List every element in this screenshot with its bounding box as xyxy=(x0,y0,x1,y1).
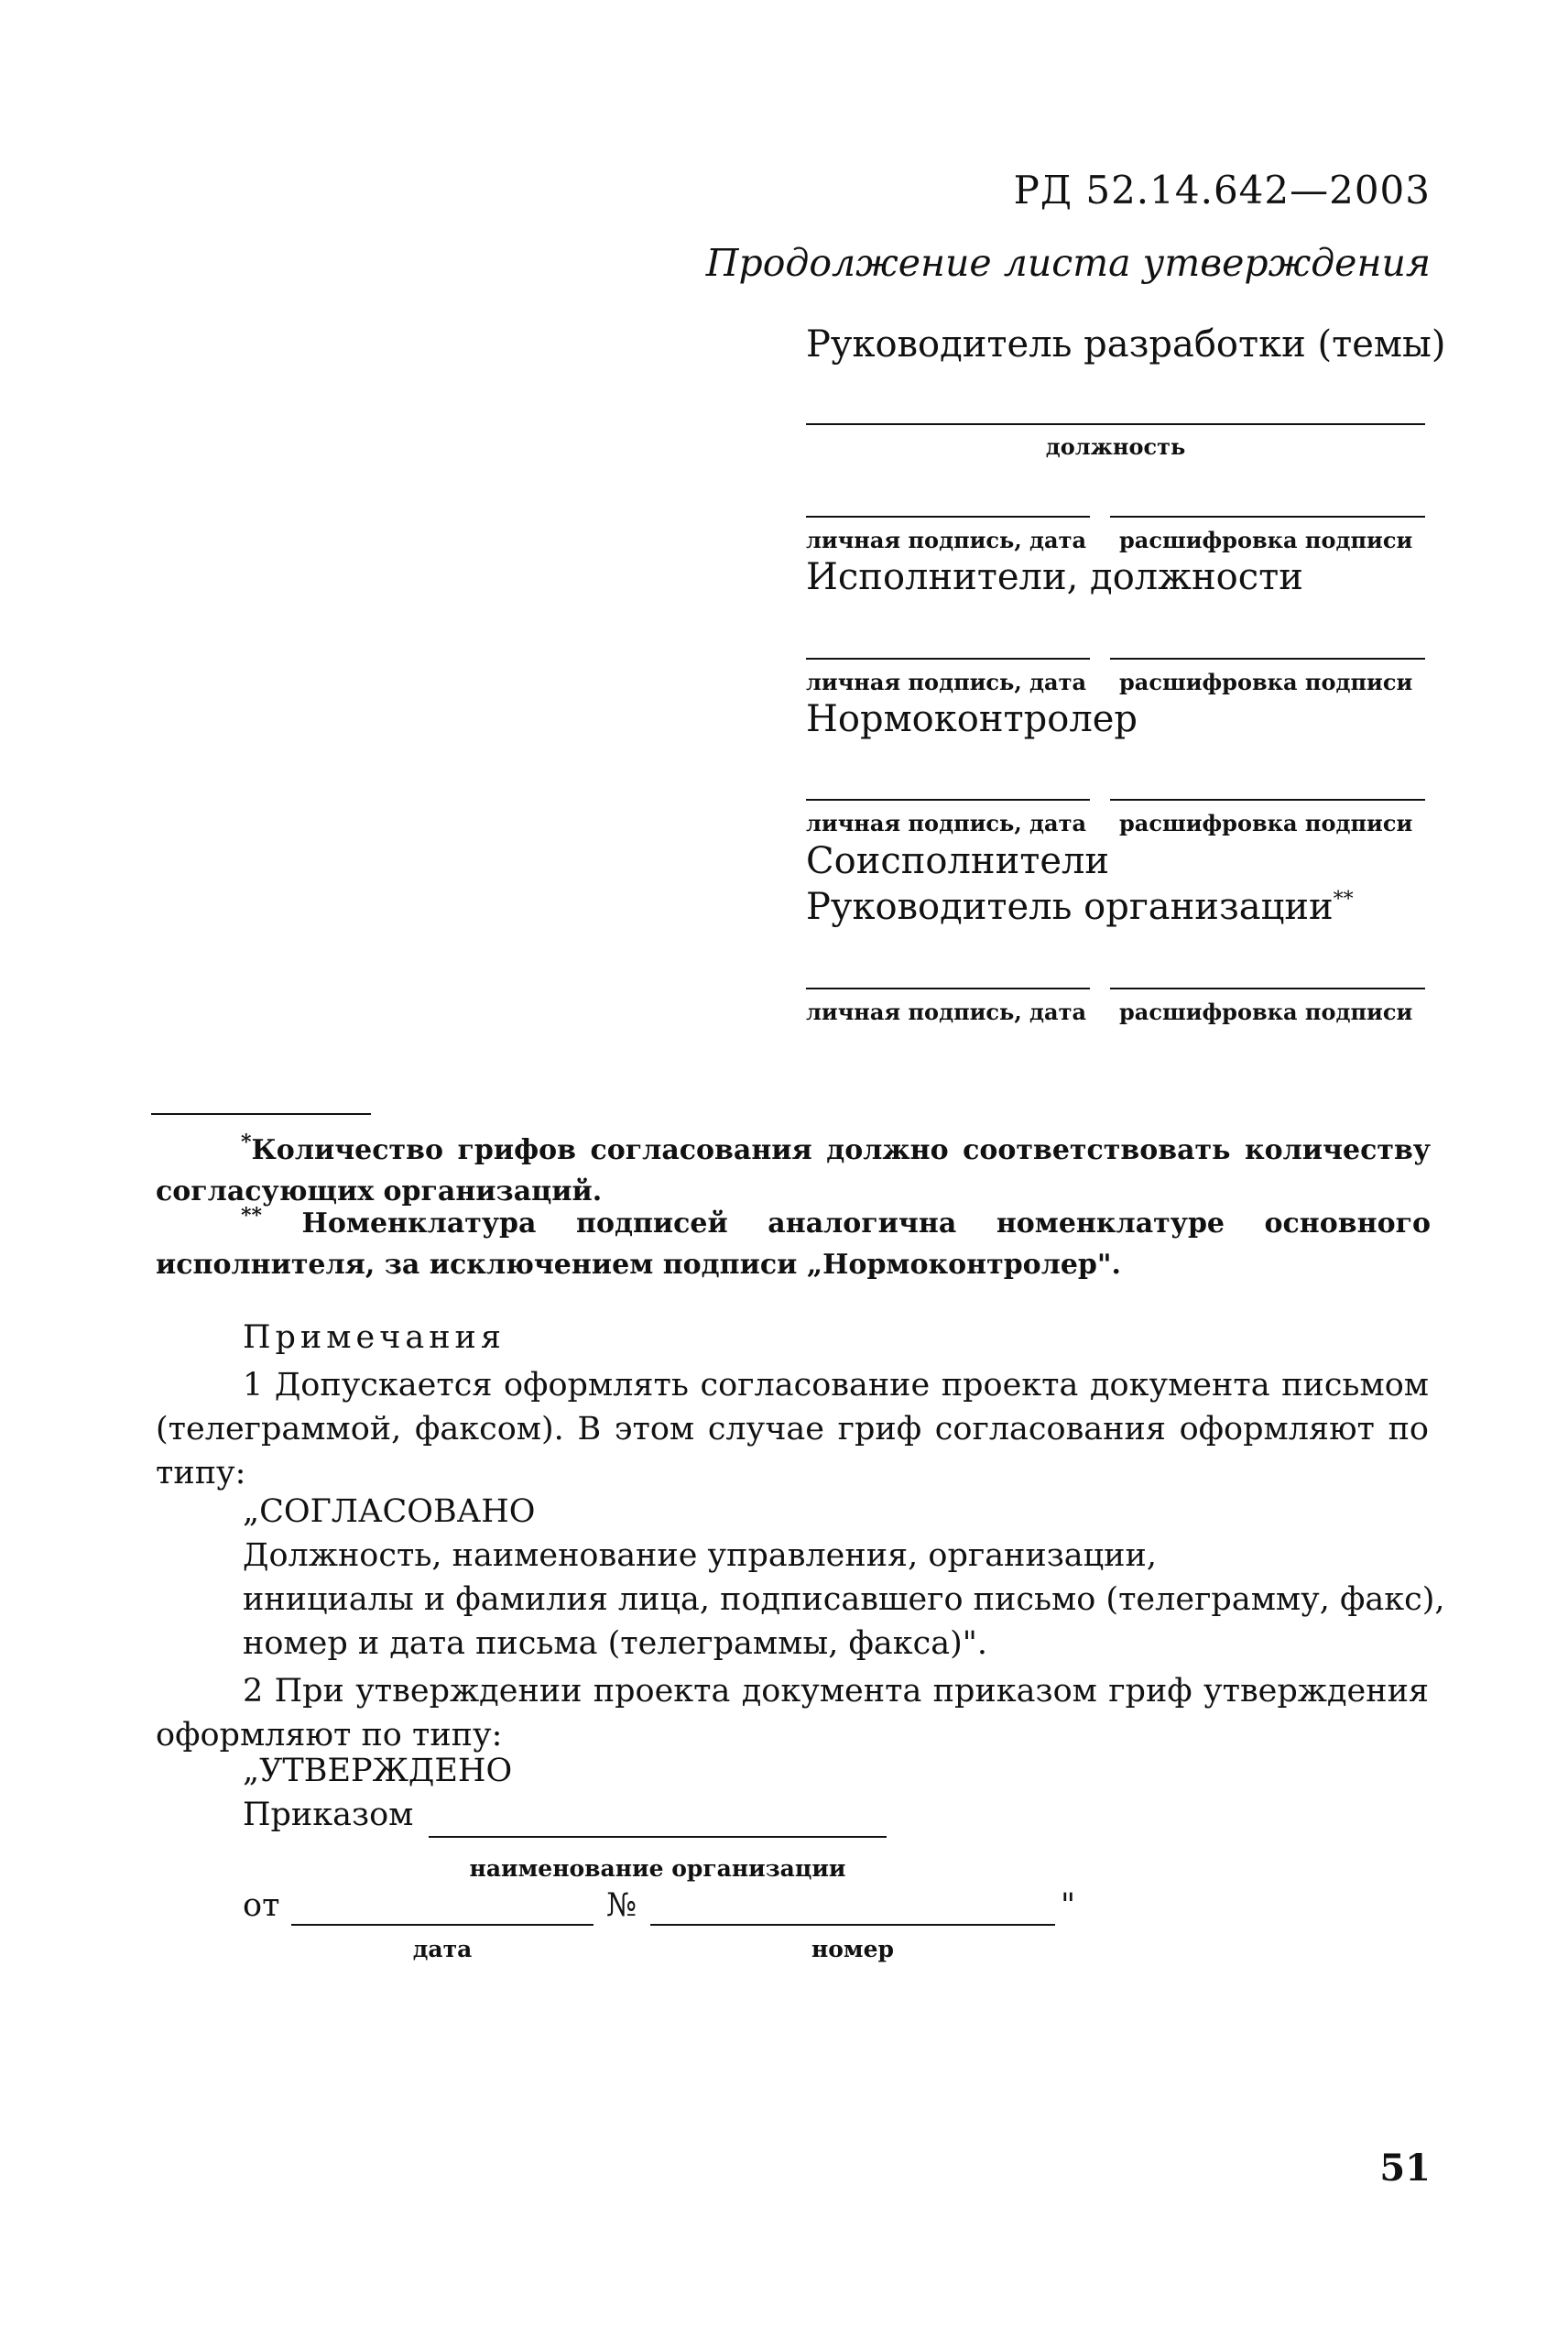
decode-caption: расшифровка подписи xyxy=(1119,527,1413,553)
closing-quote: " xyxy=(1061,1887,1076,1924)
signature-line xyxy=(806,658,1090,660)
signature-caption: личная подпись, дата xyxy=(806,810,1087,836)
from-label: от xyxy=(243,1887,280,1924)
decode-caption: расшифровка подписи xyxy=(1119,810,1413,836)
agreed-line-3: номер и дата письма (телеграммы, факса)". xyxy=(243,1625,987,1662)
executors-title: Исполнители, должности xyxy=(806,556,1303,598)
decode-line xyxy=(1110,988,1425,989)
decode-line xyxy=(1110,658,1425,660)
coexecutors-title: Соисполнители xyxy=(806,840,1110,882)
signature-line xyxy=(806,988,1090,989)
document-code: РД 52.14.642—2003 xyxy=(1013,168,1431,213)
footnote-1: *Количество грифов согласования должно соответствовать количеству согласующих организаций. xyxy=(156,1131,1431,1207)
agreed-line-2: инициалы и фамилия лица, подписавшего письмо (телеграмму, факс), xyxy=(243,1581,1445,1618)
agreed-stamp: „СОГЛАСОВАНО xyxy=(243,1493,536,1530)
date-caption: дата xyxy=(412,1936,473,1962)
org-head-title: Руководитель организации** xyxy=(806,886,1354,928)
position-caption: должность xyxy=(1045,433,1186,460)
date-line xyxy=(291,1924,593,1926)
organization-caption: наименование организации xyxy=(469,1855,846,1882)
footnote-2: ** Номенклатура подписей аналогична номенклатуре основного исполнителя, за исключением подписи „Нормоконтролер". xyxy=(156,1204,1431,1281)
lead-title: Руководитель разработки (темы) xyxy=(806,323,1446,366)
signature-caption: личная подпись, дата xyxy=(806,669,1087,695)
footnote-rule xyxy=(151,1113,371,1115)
page-number: 51 xyxy=(1379,2147,1431,2190)
decode-line xyxy=(1110,799,1425,801)
number-line xyxy=(650,1924,1055,1926)
decode-caption: расшифровка подписи xyxy=(1119,999,1413,1025)
decode-caption: расшифровка подписи xyxy=(1119,669,1413,695)
note-1: 1 Допускается оформлять согласование проекта документа письмом (телеграммой, факсом). В этом случае гриф согласования оформляют по типу: xyxy=(156,1367,1429,1491)
order-label: Приказом xyxy=(243,1797,414,1833)
number-caption: номер xyxy=(811,1936,895,1962)
position-line xyxy=(806,423,1425,425)
signature-caption: личная подпись, дата xyxy=(806,999,1087,1025)
signature-caption: личная подпись, дата xyxy=(806,527,1087,553)
organization-line xyxy=(429,1836,887,1838)
agreed-line-1: Должность, наименование управления, организации, xyxy=(243,1537,1157,1574)
approved-stamp: „УТВЕРЖДЕНО xyxy=(243,1753,513,1789)
signature-line xyxy=(806,799,1090,801)
note-2: 2 При утверждении проекта документа приказом гриф утверждения оформляют по типу: xyxy=(156,1673,1429,1753)
notes-heading: Примечания xyxy=(243,1319,506,1356)
signature-line xyxy=(806,516,1090,518)
footnote-mark: ** xyxy=(1333,888,1354,912)
normcontrol-title: Нормоконтролер xyxy=(806,698,1138,740)
decode-line xyxy=(1110,516,1425,518)
continuation-title: Продолжение листа утверждения xyxy=(705,241,1431,285)
number-sign: № xyxy=(606,1887,637,1924)
